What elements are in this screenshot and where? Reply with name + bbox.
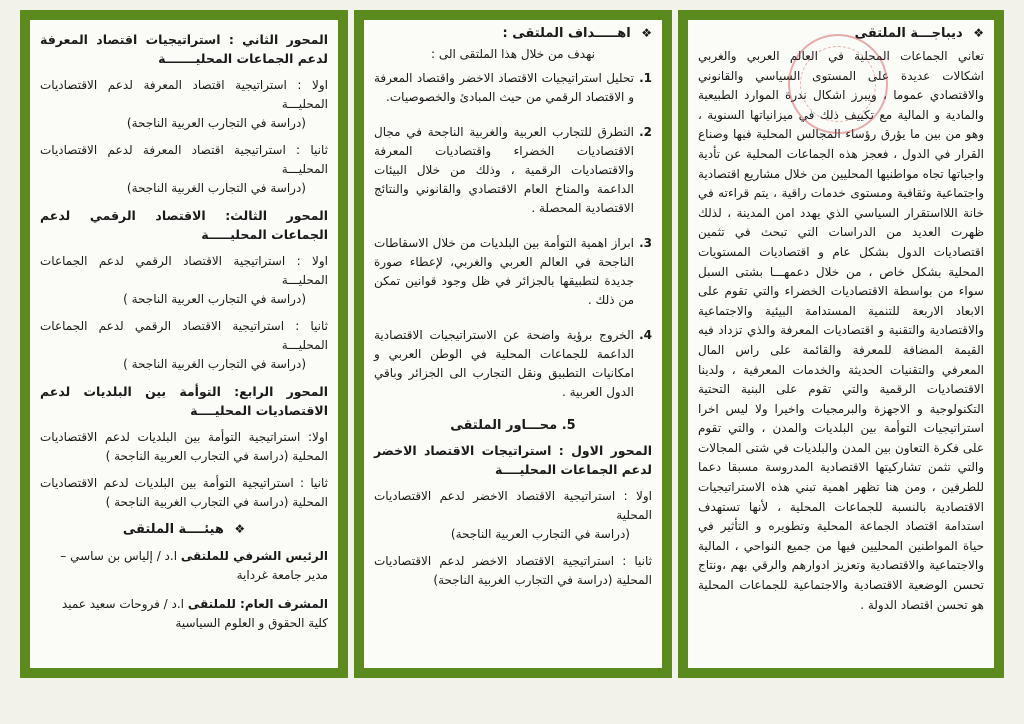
axes-section-heading: 5. محـــاور الملتقى [450,418,576,433]
axis3-title: المحور الثالث: الاقتصاد الرقمي لدعم الجماعات المحليـــــة [40,208,328,242]
preamble-text: تعاني الجماعات المحلية في العالم العربي والغربي اشكالات عديدة على المستوى السياسي والقانوني والاقتصادي عموما ، ويبرز اشكال ندرة الموارد الطبيعية والمادية و المالية مع تكييف ذلك في ميزانياتها السنوية ، وهو من بين ما يؤرق رؤساء المجالس المحلية فيها وصناع القرار في الدول ، فعجز هذه الجماعات المحلية عن تأدية واجباتها تجاه مواطنيها المحليين من خلال مشاريع اقتصادية واجتماعية وثقافية ومستوى خدمات راقية ، يتم قراءته في خانة اللااستقرار السياسي الذي يهدد امن المدينة ، لذلك ظهرت العديد من الدراسات التي تبحث في تثمين اقتصاديات الدول بشكل عام و اقتصاديات المستويات المحلية بشكل خاص ، من خلال دعمهـــا بشتى السبل سواء من بواسطة الاقتصاديات الخضراء والتي تقوم على الابعاد الاربعة للتنمية المستدامة البيئية والاجتماعية والاقتصادية والتقنية و اقتصاديات المعرفة والذي تزداد فيه القيمة المضافة للمعرفة والقائمة على راس المال المعرفي والتقنيات الحديثة والخدمات المعرفية ، ولدينا الاقتصاديات الرقمية والتي تقوم على البنية التحتية التكنولوجية و الاجهزة والبرمجيات واخيرا ولا ليس اخرا استراتيجيات التوأمة بين البلديات والمدن ، والتي تقوم على فكرة التعاون بين المدن والبلديات في شتى المجالات والتي تثمن تشاركيتها الاقتصادية المدروسة مسبقا دعما للطرفين ، ومن هنا تظهر اهمية تبني هذه الاستراتيجيات الاقتصادية بالنسبة للجماعات المحلية ، لأنها تستهدف استدامة اقتصاد الجماعة المحلية وتطويره و التأثير في حياة المواطنين المحليين فيها من جميع النواحي ، المالية والاجتماعية والاقتصادية وتعزيز ادوارهم والرقي بهم ،ونتاج تحسن الوضعية الاقتصادية والاجتماعية للجماعات المحلية هو تحسن اقتصاد الدولة . [698,49,984,612]
diamond-bullet-icon: ❖ [641,26,652,40]
general-supervisor: المشرف العام: للملتقى ا.د / فروحات سعيد عميد كلية الحقوق و العلوم السياسية [61,597,328,630]
committee-heading: ❖ هيئــــة الملتقى [122,522,246,537]
axis4-title: المحور الرابع: التوأمة بين البلديات لدعم الاقتصاديات المحليــــة [40,384,328,418]
list-item: اولا : استراتيجية الاقتصاد الاخضر لدعم الاقتصاديات المحلية (دراسة في التجارب العربية الناجحة) [374,489,652,541]
panel-objectives [354,10,672,678]
list-item: ثانيا : استراتيجية الاقتصاد الرقمي لدعم الجماعات المحليـــة (دراسة في التجارب الغربية الناجحة ) [40,319,328,371]
diamond-bullet-icon: ❖ [973,26,984,40]
list-item: 1. تحليل استراتيجيات الاقتصاد الاخضر واقتصاد المعرفة و الاقتصاد الرقمي من حيث المبادئ والخصوصيات. [374,71,652,104]
list-item: اولا : استراتيجية الاقتصاد الرقمي لدعم الجماعات المحليـــة (دراسة في التجارب العربية الناجحة ) [40,254,328,306]
panel-preamble [678,10,1004,678]
objectives-list [374,69,652,402]
objectives-intro: نهدف من خلال هذا الملتقى الى : [431,47,595,61]
list-item: ثانيا : استراتيجية الاقتصاد الاخضر لدعم الاقتصاديات المحلية (دراسة في التجارب الغربية الناجحة) [374,554,652,587]
honorary-president: الرئيس الشرفي للملتقى ا.د / إلياس بن ساسي – مدير جامعة غرداية [60,549,328,582]
axis1-title: المحور الاول : استراتيجات الاقتصاد الاخضر لدعم الجماعات المحليــــة [374,443,652,477]
axis2-title: المحور الثاني : استراتيجيات اقتصاد المعرفة لدعم الجماعات المحليـــــــة [40,32,328,66]
list-item: 4. الخروج برؤية واضحة عن الاستراتيجيات الاقتصادية الداعمة للجماعات المحلية في الوطن العربي و امكانيات التطبيق ونقل التجارب الى الجزائر وباقي الدول العربية . [374,328,652,399]
objectives-heading: ❖ اهـــــداف الملتقى : [502,26,652,41]
list-item: 2. التطرق للتجارب العربية والغربية الناجحة في مجال الاقتصاديات الخضراء واقتصاديات المعرفة والاقتصاديات الرقمية ، وذلك من خلال البيئات الداعمة والمناخ العام الاقتصادي والقانوني والنتائج الاقتصادية المحصلة . [374,125,652,215]
list-item: ثانيا : استراتيجية اقتصاد المعرفة لدعم الاقتصاديات المحليـــة (دراسة في التجارب الغربية الناجحة) [40,143,328,195]
list-item: اولا : استراتيجية اقتصاد المعرفة لدعم الاقتصاديات المحليـــة (دراسة في التجارب العربية الناجحة) [40,78,328,130]
diamond-bullet-icon: ❖ [234,522,246,536]
preamble-heading: ❖ ديباجـــة الملتقى [854,26,984,41]
list-item: اولا: استراتيجية التوأمة بين البلديات لدعم الاقتصاديات المحلية (دراسة في التجارب العربية الناجحة ) [40,430,328,463]
list-item: ثانيا : استراتيجية التوأمة بين البلديات لدعم الاقتصاديات المحلية (دراسة في التجارب الغربية الناجحة ) [40,476,328,509]
list-item: 3. ابراز اهمية التوأمة بين البلديات من خلال الاسقاطات الناجحة في العالم العربي والغربي، لإعطاء صورة جديدة لتطبيقها بالجزائر في ظل وجود قوانين تمكن من ذلك . [374,236,652,307]
panel-axes-2-4 [20,10,348,678]
